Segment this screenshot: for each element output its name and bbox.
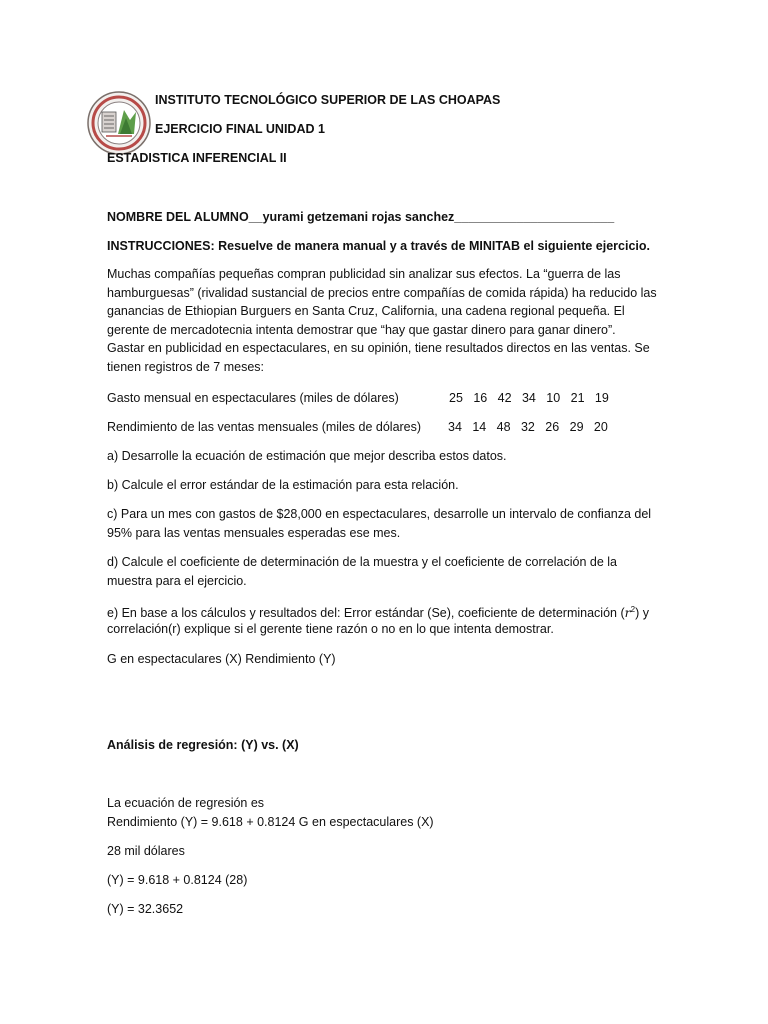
regression-equation: Rendimiento (Y) = 9.618 + 0.8124 G en espectaculares (X) [107,815,434,829]
question-b: b) Calcule el error estándar de la estimación para esta relación. [107,478,459,492]
data-row-label: Rendimiento de las ventas mensuales (miles de dólares) [107,420,422,434]
question-c-line2: 95% para las ventas mensuales esperadas ese mes. [107,525,401,540]
intro-line: Gastar en publicidad en espectaculares, en su opinión, tiene resultados directos en las ventas. Se [107,341,650,355]
intro-line: Muchas compañías pequeñas compran publicidad sin analizar sus efectos. La “guerra de las [107,267,621,281]
variables-line: G en espectaculares (X) Rendimiento (Y) [107,652,336,666]
amount-line: 28 mil dólares [107,844,185,858]
question-a: a) Desarrolle la ecuación de estimación que mejor describa estos datos. [107,449,507,463]
question-e-line2: correlación(r) explique si el gerente tiene razón o no en lo que intenta demostrar. [107,622,554,636]
student-name-line: NOMBRE DEL ALUMNO__yurami getzemani rojas sanchez_______________________ [107,210,615,224]
intro-line: gerente de mercadotecnia intenta demostrar que “hay que gastar dinero para ganar dinero”. [107,322,616,337]
data-row-label: Gasto mensual en espectaculares (miles de dólares) [107,391,399,405]
data-row-values: 25 16 42 34 10 21 19 [449,391,609,405]
analysis-title: Análisis de regresión: (Y) vs. (X) [107,738,299,752]
intro-line: tienen registros de 7 meses: [107,359,265,374]
result-line: (Y) = 32.3652 [107,902,184,916]
exercise-title: EJERCICIO FINAL UNIDAD 1 [155,122,325,136]
question-d-line2: muestra para el ejercicio. [107,573,247,588]
substitution-line: (Y) = 9.618 + 0.8124 (28) [107,873,248,887]
institute-name: INSTITUTO TECNOLÓGICO SUPERIOR DE LAS CHOAPAS [155,93,501,107]
regression-intro: La ecuación de regresión es [107,796,265,810]
institute-seal-logo [86,90,152,156]
question-c-line1: c) Para un mes con gastos de $28,000 en espectaculares, desarrolle un intervalo de confianza del [107,507,652,521]
instructions: INSTRUCCIONES: Resuelve de manera manual y a través de MINITAB el siguiente ejercicio. [107,239,650,253]
question-d-line1: d) Calcule el coeficiente de determinación de la muestra y el coeficiente de correlación de la [107,555,618,569]
question-e-line1: e) En base a los cálculos y resultados del: Error estándar (Se), coeficiente de determinación $(r^2)$ y [107,605,649,621]
intro-line: ganancias de Ethiopian Burguers en Santa Cruz, California, una cadena regional pequeña. El [107,304,625,318]
subject-title: ESTADISTICA INFERENCIAL II [107,151,287,165]
intro-line: hamburguesas” (rivalidad sustancial de precios entre compañías de comida rápida) ha reducido las [107,285,657,300]
data-row-values: 34 14 48 32 26 29 20 [448,420,608,434]
